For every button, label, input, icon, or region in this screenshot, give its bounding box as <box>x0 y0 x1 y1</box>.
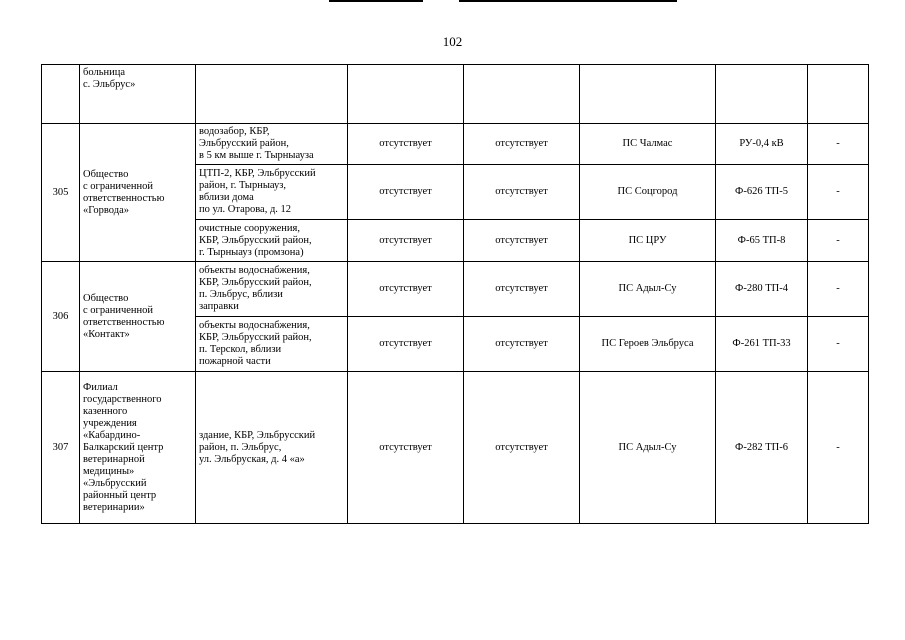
dash-cell: - <box>808 372 869 524</box>
org-cell: Филиал государственного казенного учреждения «Кабардино- Балкарский центр ветеринарной медицины» «Эльбрусский районный центр ветеринарии» <box>80 372 196 524</box>
status-cell: отсутствует <box>464 165 580 220</box>
table-row <box>42 262 869 317</box>
location-cell: очистные сооружения, КБР, Эльбрусский район, г. Тырныауз (промзона) <box>196 220 348 262</box>
feeder-cell: Ф-65 ТП-8 <box>716 220 808 262</box>
location-cell: здание, КБР, Эльбрусский район, п. Эльбрус, ул. Эльбруская, д. 4 «а» <box>196 372 348 524</box>
location-cell: объекты водоснабжения, КБР, Эльбрусский район, п. Эльбрус, вблизи заправки <box>196 262 348 317</box>
status-cell: отсутствует <box>348 317 464 372</box>
objects-table <box>41 64 869 524</box>
feeder-cell: Ф-282 ТП-6 <box>716 372 808 524</box>
dash-cell: - <box>808 165 869 220</box>
row-number-cell: 307 <box>42 372 80 524</box>
table-row <box>42 124 869 165</box>
location-cell: ЦТП-2, КБР, Эльбрусский район, г. Тырныауз, вблизи дома по ул. Отарова, д. 12 <box>196 165 348 220</box>
substation-cell: ПС Адыл-Су <box>580 372 716 524</box>
location-cell: объекты водоснабжения, КБР, Эльбрусский район, п. Терскол, вблизи пожарной части <box>196 317 348 372</box>
row-number-cell: 306 <box>42 262 80 372</box>
dash-cell: - <box>808 262 869 317</box>
substation-cell: ПС Чалмас <box>580 124 716 165</box>
org-cell: Общество с ограниченной ответственностью «Горвода» <box>80 124 196 262</box>
status-cell: отсутствует <box>348 124 464 165</box>
org-cell: Общество с ограниченной ответственностью «Контакт» <box>80 262 196 372</box>
feeder-cell: Ф-280 ТП-4 <box>716 262 808 317</box>
top-rule-right <box>459 0 677 2</box>
substation-cell: ПС ЦРУ <box>580 220 716 262</box>
status-cell: отсутствует <box>464 372 580 524</box>
table-row <box>42 65 869 124</box>
feeder-cell: Ф-626 ТП-5 <box>716 165 808 220</box>
feeder-cell: Ф-261 ТП-33 <box>716 317 808 372</box>
substation-cell: ПС Адыл-Су <box>580 262 716 317</box>
feeder-cell: РУ-0,4 кВ <box>716 124 808 165</box>
status-cell: отсутствует <box>348 372 464 524</box>
top-rule-left <box>329 0 423 2</box>
substation-cell: ПС Героев Эльбруса <box>580 317 716 372</box>
substation-cell: ПС Соцгород <box>580 165 716 220</box>
dash-cell: - <box>808 220 869 262</box>
row-number-cell: 305 <box>42 124 80 262</box>
dash-cell: - <box>808 317 869 372</box>
status-cell: отсутствует <box>348 220 464 262</box>
status-cell: отсутствует <box>464 317 580 372</box>
dash-cell: - <box>808 124 869 165</box>
status-cell: отсутствует <box>464 220 580 262</box>
table-row <box>42 372 869 524</box>
status-cell: отсутствует <box>464 262 580 317</box>
row-number-cell <box>42 65 80 124</box>
location-cell: водозабор, КБР, Эльбрусский район, в 5 км выше г. Тырныауза <box>196 124 348 165</box>
status-cell: отсутствует <box>348 262 464 317</box>
org-cell: больница с. Эльбрус» <box>80 65 196 124</box>
status-cell: отсутствует <box>464 124 580 165</box>
page-number: 102 <box>442 34 463 49</box>
status-cell: отсутствует <box>348 165 464 220</box>
